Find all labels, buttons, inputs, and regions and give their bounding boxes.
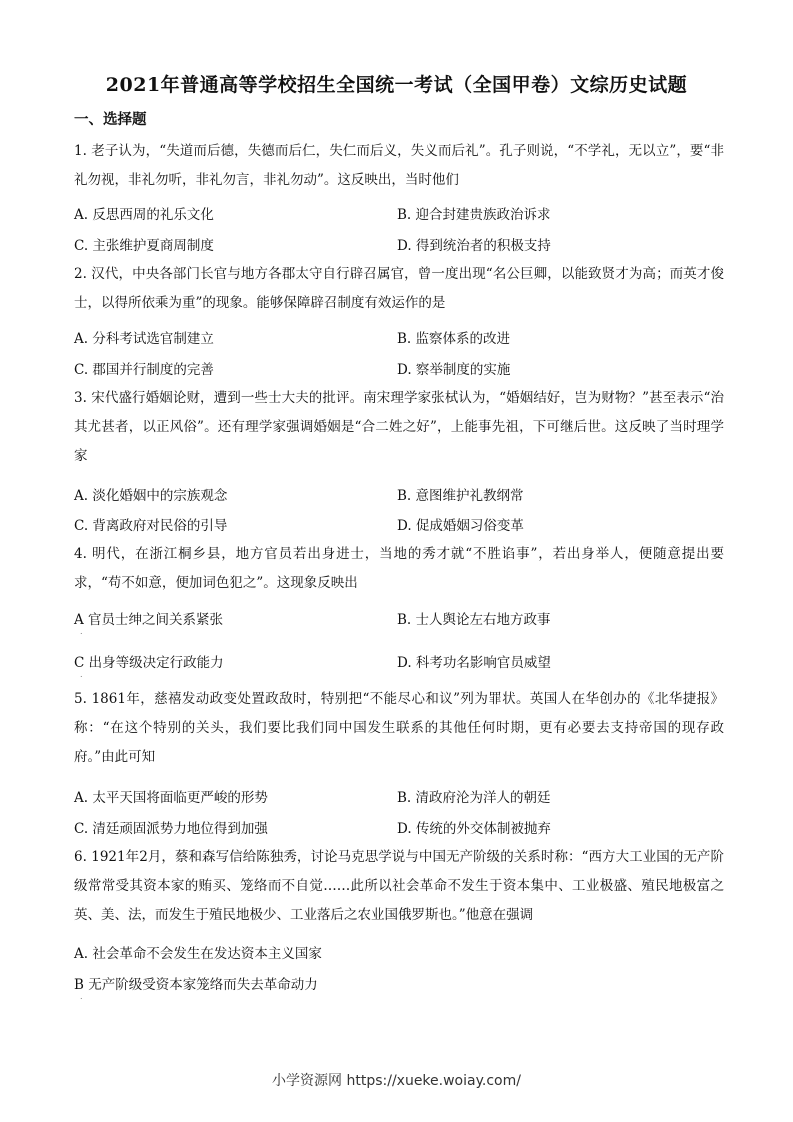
question-4-option-d: D. 科考功名影响官员威望	[397, 655, 551, 671]
question-1-stem: 1. 老子认为，“失道而后德，失德而后仁，失仁而后义，失义而后礼”。孔子则说，“不学礼，无以立”，要“非礼勿视，非礼勿听，非礼勿言，非礼勿动”。这反映出，当时他们	[74, 143, 724, 188]
question-3-option-d: D. 促成婚姻习俗变革	[397, 518, 524, 534]
question-5-option-a: A. 太平天国将面临更严峻的形势	[74, 790, 268, 806]
question-5-stem: 5. 1861年，慈禧发动政变处置政敌时，特别把“不能尽心和议”列为罪状。英国人在华创办的《北华捷报》称：“在这个特别的关头，我们要比我们同中国发生联系的其他任何时期，更有必要去支持帝国的现存政府。”由此可知	[74, 691, 724, 765]
question-3-option-c: C. 背离政府对民俗的引导	[74, 518, 228, 534]
page-title: 2021年普通高等学校招生全国统一考试（全国甲卷）文综历史试题	[105, 74, 688, 96]
question-2-stem: 2. 汉代，中央各部门长官与地方各郡太守自行辟召属官，曾一度出现“名公巨卿，以能致贤才为高；而英才俊士，以得所依乘为重”的现象。能够保障辟召制度有效运作的是	[74, 266, 724, 311]
question-2-option-c: C. 郡国并行制度的完善	[74, 362, 214, 378]
question-5-option-d: D. 传统的外交体制被抛弃	[397, 821, 551, 837]
question-3-option-b: B. 意图维护礼教纲常	[397, 488, 524, 504]
stray-mark: .	[80, 627, 83, 636]
question-2-option-b: B. 监察体系的改进	[397, 331, 511, 347]
stray-mark: .	[80, 670, 83, 679]
question-5-option-c: C. 清廷顽固派势力地位得到加强	[74, 821, 268, 837]
question-6-option-b: B 无产阶级受资本家笼络而失去革命动力	[74, 977, 318, 993]
question-2-option-d: D. 察举制度的实施	[397, 362, 511, 378]
question-5-option-b: B. 清政府沦为洋人的朝廷	[397, 790, 551, 806]
question-1-option-b: B. 迎合封建贵族政治诉求	[397, 207, 551, 223]
question-3-stem: 3. 宋代盛行婚姻论财，遭到一些士大夫的批评。南宋理学家张栻认为，“婚姻结好，岂为财物？”甚至表示“治其尤甚者，以正风俗”。还有理学家强调婚姻是“合二姓之好”，上能事先祖，下可继后世。这反映了当时理学家	[74, 390, 724, 464]
question-2-option-a: A. 分科考试选官制建立	[74, 331, 214, 347]
question-1-option-d: D. 得到统治者的积极支持	[397, 238, 551, 254]
question-4-stem: 4. 明代，在浙江桐乡县，地方官员若出身进士，当地的秀才就“不胜谄事”，若出身举人，便随意提出要求，“苟不如意，便加词色犯之”。这现象反映出	[74, 546, 724, 591]
question-6-stem: 6. 1921年2月，蔡和森写信给陈独秀，讨论马克思学说与中国无产阶级的关系时称：“西方大工业国的无产阶级常常受其资本家的贿买、笼络而不自觉……此所以社会革命不发生于资本集中、工业极盛、殖民地极富之英、美、法，而发生于殖民地极少、工业落后之农业国俄罗斯也。”他意在强调	[74, 849, 724, 923]
question-6-option-a: A. 社会革命不会发生在发达资本主义国家	[74, 946, 322, 962]
question-4-option-a: A 官员士绅之间关系紧张	[74, 612, 224, 628]
question-3-option-a: A. 淡化婚姻中的宗族观念	[74, 488, 228, 504]
section-heading: 一、选择题	[74, 111, 147, 128]
question-1-option-a: A. 反思西周的礼乐文化	[74, 207, 214, 223]
question-4-option-c: C 出身等级决定行政能力	[74, 655, 224, 671]
footer-watermark: 小学资源网 https://xueke.woiay.com/	[272, 1073, 521, 1089]
stray-mark: .	[80, 992, 83, 1001]
question-4-option-b: B. 士人舆论左右地方政事	[397, 612, 551, 628]
question-1-option-c: C. 主张维护夏商周制度	[74, 238, 214, 254]
